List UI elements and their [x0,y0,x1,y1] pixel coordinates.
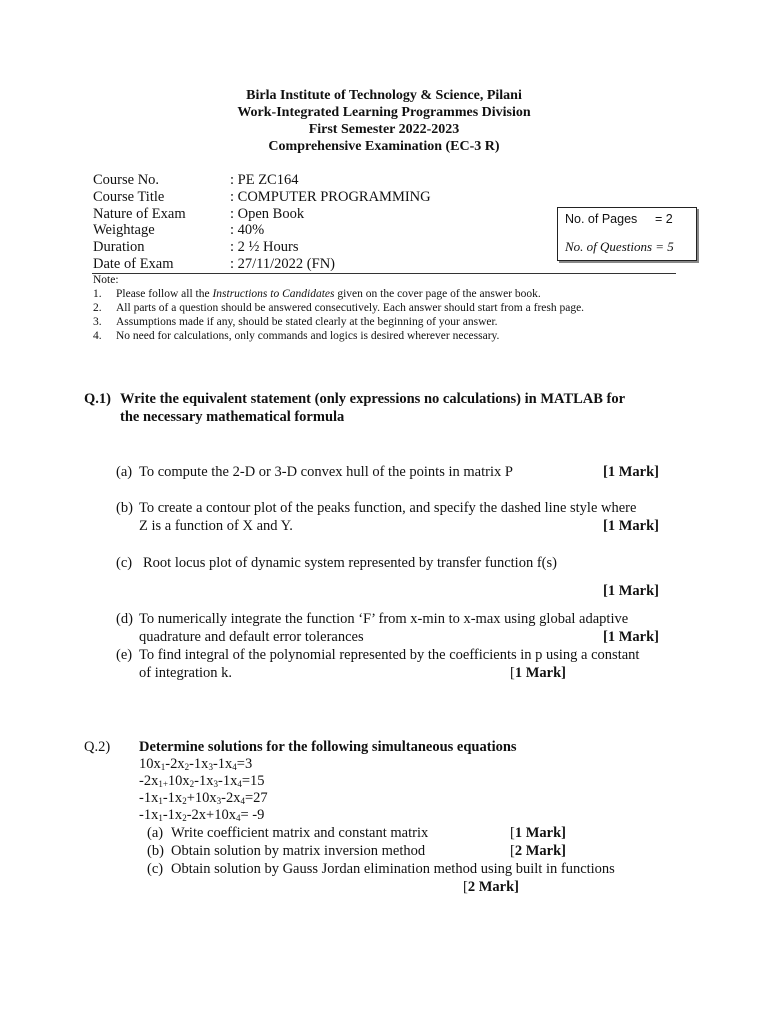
q1e-text: of integration k. [139,665,233,681]
q1c-text: Root locus plot of dynamic system represented by transfer function f(s) [143,555,557,571]
pages-label: No. of Pages [565,212,638,226]
q2b-label: (b) [147,843,164,859]
equation: $-2x_{1+}10x_2-1x_3-1x_4=15$ [139,773,265,789]
q2a-text: Write coefficient matrix and constant matrix [171,825,429,841]
q1b-text: Z is a function of X and Y. [139,518,293,534]
note-item: No need for calculations, only commands and logics is desired wherever necessary. [116,330,500,342]
q1d-mark: [1 Mark] [603,629,659,645]
equation: $10x_1-2x_2-1x_3-1x_4=3$ [139,756,253,772]
note-title: Note: [93,274,119,286]
division-name: Work-Integrated Learning Programmes Division [237,105,531,120]
q1d-text: quadrature and default error tolerances [139,629,364,645]
q1b-label: (b) [116,500,133,516]
note-num: 4. [93,330,102,342]
pages-questions-box [557,207,697,261]
equation: $-1x_1-1x_2-2x+10x_4= -9$ [139,807,265,823]
note-num: 1. [93,288,102,300]
divider [92,273,676,274]
info-label: Weightage [93,222,155,238]
info-value: : Open Book [230,206,305,222]
q1e-mark: [1 Mark] [510,665,566,681]
info-value: : 40% [230,222,265,238]
info-label: Date of Exam [93,256,174,272]
info-label: Nature of Exam [93,206,186,222]
info-value: : 2 ½ Hours [230,239,299,255]
q1e-label: (e) [116,647,133,663]
q1b-mark: [1 Mark] [603,518,659,534]
note-num: 2. [93,302,102,314]
info-value: : PE ZC164 [230,172,299,188]
note-item: Please follow all the Instructions to Candidates given on the cover page of the answer book. [116,288,541,300]
semester: First Semester 2022-2023 [308,122,460,137]
q2b-mark: [2 Mark] [510,843,566,859]
q2a-label: (a) [147,825,164,841]
questions-count: No. of Questions = 5 [565,239,674,254]
note-item: Assumptions made if any, should be stated clearly at the beginning of your answer. [116,316,498,328]
note-num: 3. [93,316,102,328]
q1c-label: (c) [116,555,133,571]
exam-title: Comprehensive Examination (EC-3 R) [268,139,500,154]
q1a-label: (a) [116,464,133,480]
q2c-label: (c) [147,861,164,877]
info-label: Course Title [93,189,165,205]
q1-number: Q.1) [84,391,111,407]
q1d-label: (d) [116,611,133,627]
q2c-text: Obtain solution by Gauss Jordan elimination method using built in functions [171,861,615,877]
q2a-mark: [1 Mark] [510,825,566,841]
info-label: Course No. [93,172,160,188]
equation: $-1x_1-1x_2+10x_3-2x_4=27$ [139,790,268,806]
info-value: : COMPUTER PROGRAMMING [230,189,431,205]
q1-title: Write the equivalent statement (only expressions no calculations) in MATLAB for [120,391,626,407]
q1a-mark: [1 Mark] [603,464,659,480]
q1d-text: To numerically integrate the function ‘F’ from x-min to x-max using global adaptive [139,611,629,627]
q1e-text: To find integral of the polynomial represented by the coefficients in p using a constant [139,647,640,663]
q1-title: the necessary mathematical formula [120,409,345,425]
q2-title: Determine solutions for the following simultaneous equations [139,739,517,755]
info-value: : 27/11/2022 (FN) [230,256,335,272]
q1b-text: To create a contour plot of the peaks function, and specify the dashed line style where [139,500,637,516]
q1c-mark: [1 Mark] [603,583,659,599]
q2b-text: Obtain solution by matrix inversion method [171,843,426,859]
note-item: All parts of a question should be answered consecutively. Each answer should start from a fresh page. [116,302,585,314]
q1a-text: To compute the 2-D or 3-D convex hull of the points in matrix P [139,464,513,480]
q2c-mark: [2 Mark] [463,879,519,895]
institute-name: Birla Institute of Technology & Science, Pilani [246,88,522,103]
q2-number: Q.2) [84,739,111,755]
info-label: Duration [93,239,145,255]
pages-value: = 2 [655,212,673,226]
